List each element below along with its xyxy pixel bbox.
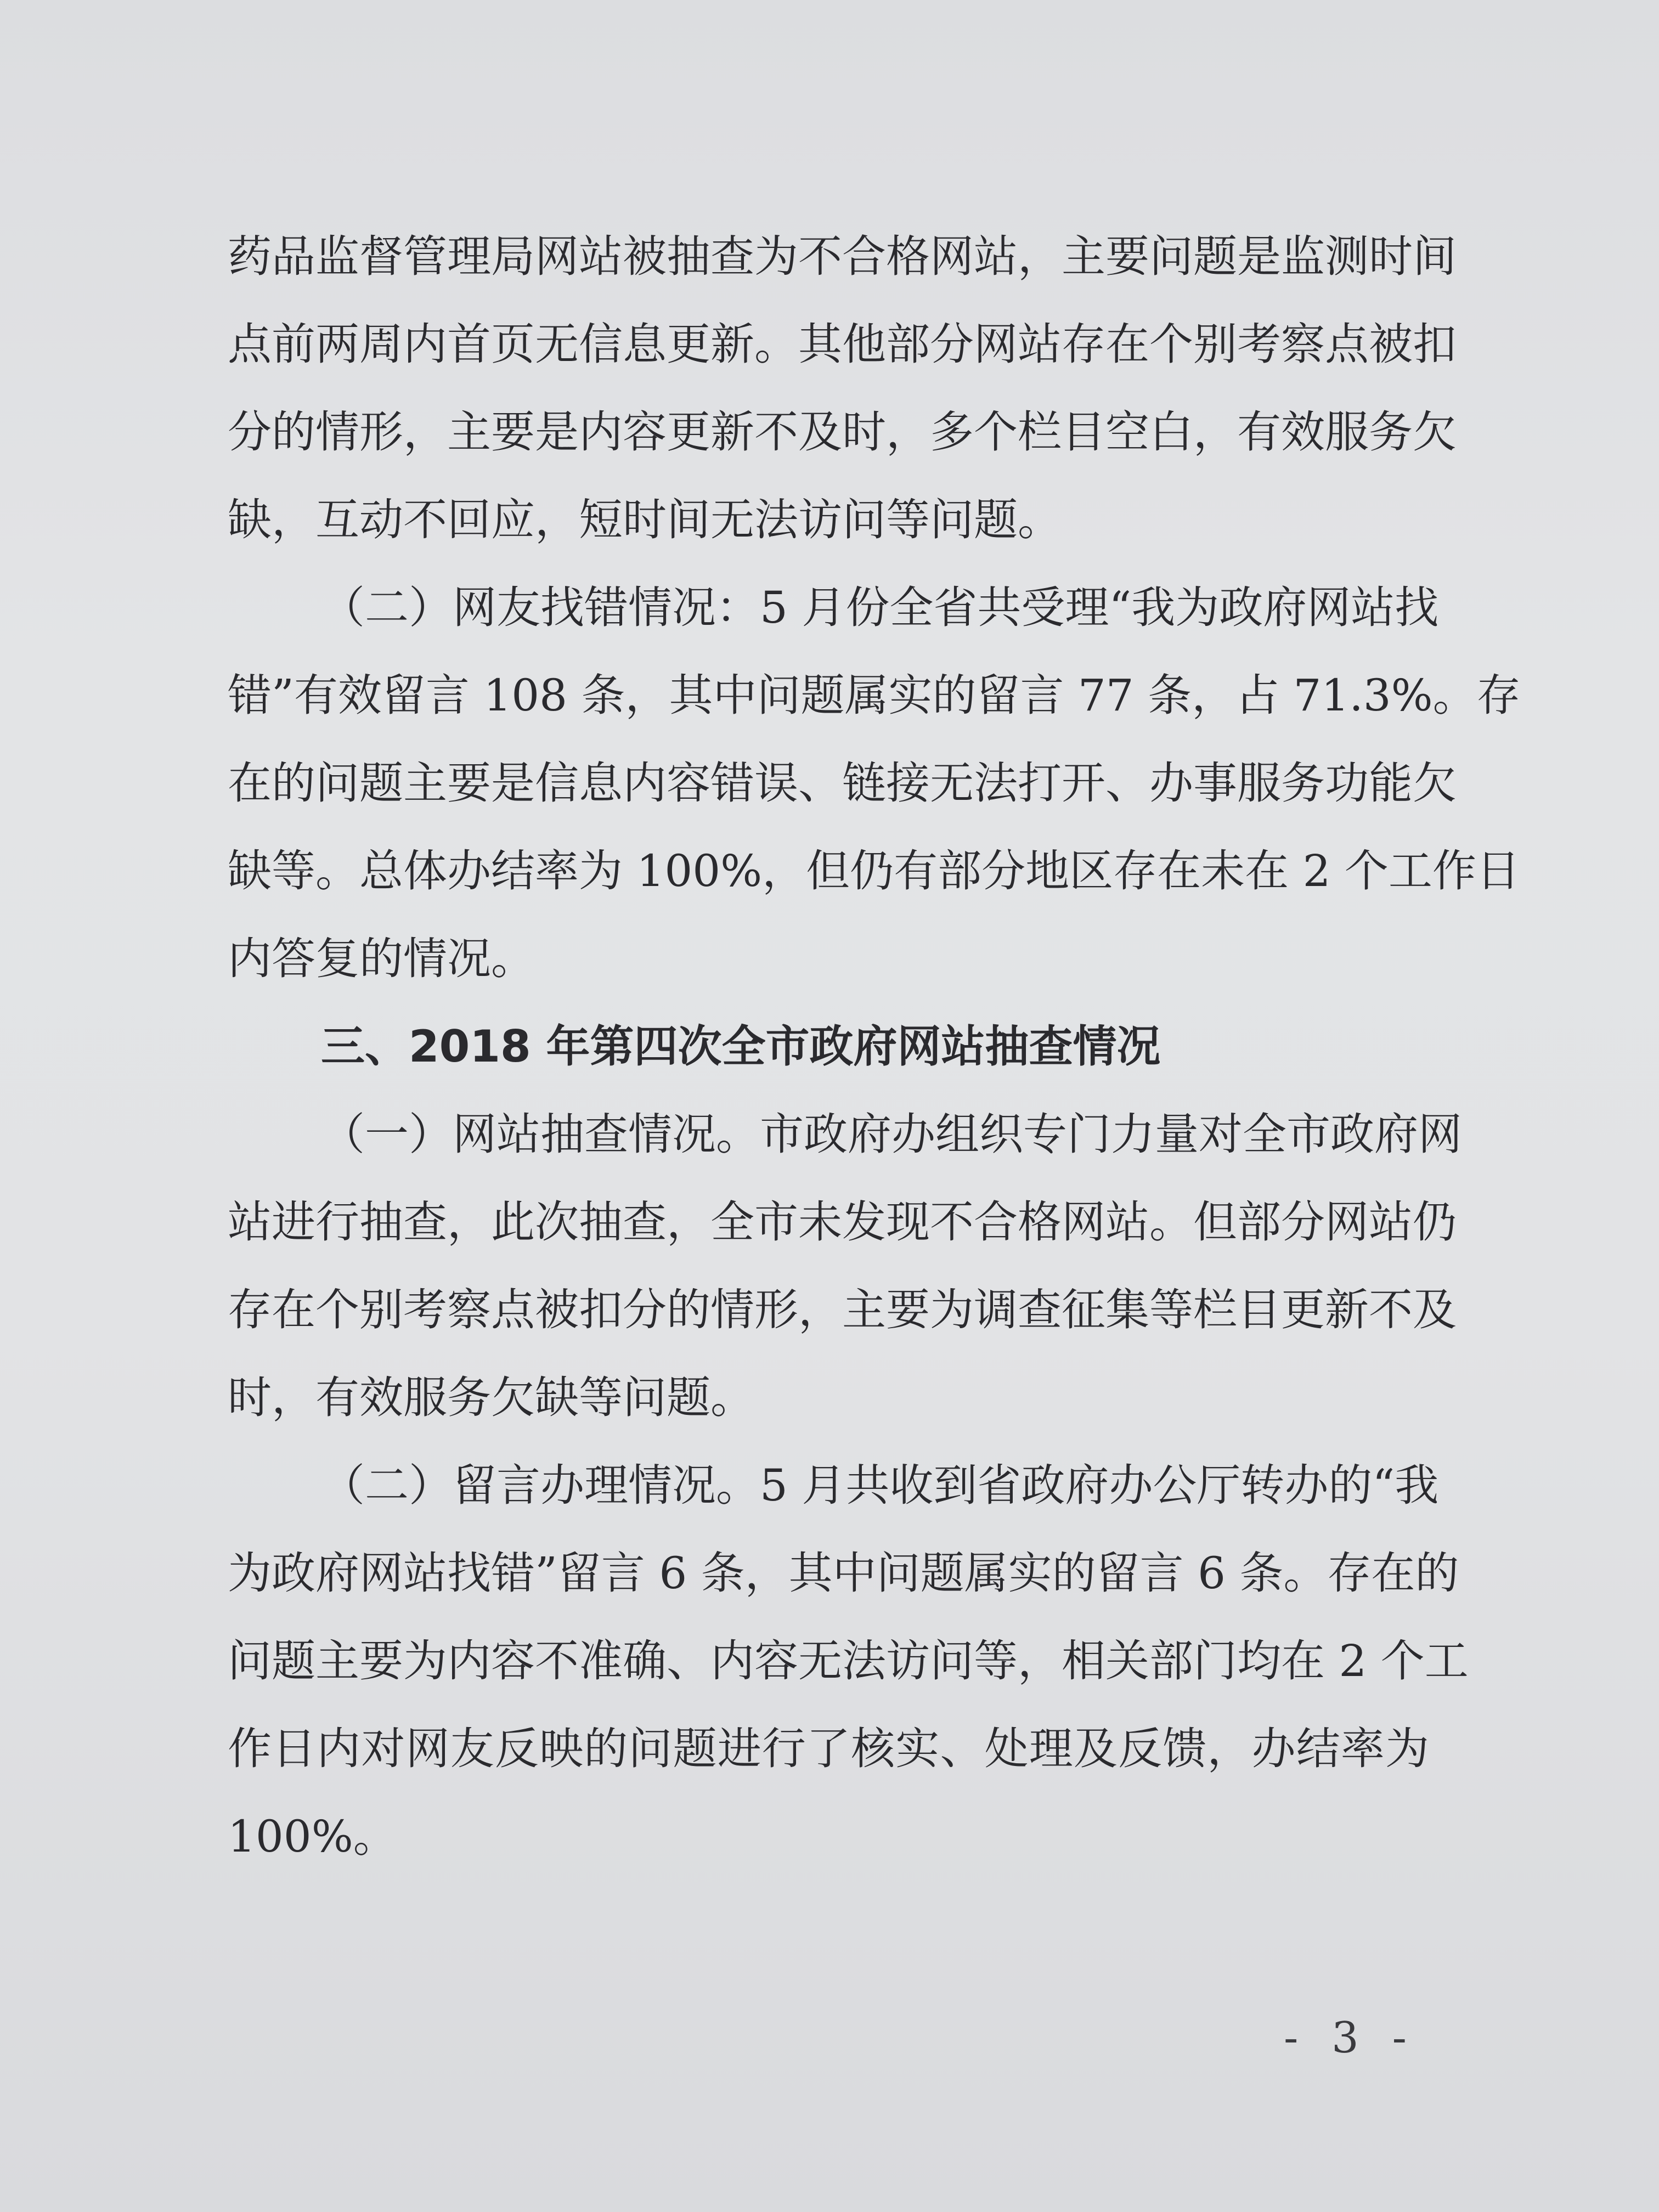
text-line: 100%。 [228, 1811, 397, 1862]
text-line: （二）留言办理情况。5 月共收到省政府办公厅转办的“我 [321, 1460, 1439, 1511]
text-line: 作日内对网友反映的问题进行了核实、处理及反馈，办结率为 [228, 1723, 1429, 1774]
text-line: 站进行抽查，此次抽查，全市未发现不合格网站。但部分网站仍 [228, 1197, 1457, 1248]
text-line: 存在个别考察点被扣分的情形，主要为调查征集等栏目更新不及 [228, 1284, 1457, 1335]
text-line: 问题主要为内容不准确、内容无法访问等，相关部门均在 2 个工 [228, 1635, 1469, 1686]
text-line: 为政府网站找错”留言 6 条，其中问题属实的留言 6 条。存在的 [228, 1548, 1459, 1599]
text-line: 错”有效留言 108 条，其中问题属实的留言 77 条，占 71.3%。存 [228, 670, 1521, 721]
text-line: 分的情形，主要是内容更新不及时，多个栏目空白，有效服务欠 [228, 407, 1457, 458]
text-line: （二）网友找错情况：5 月份全省共受理“我为政府网站找 [321, 582, 1439, 633]
text-line: 缺等。总体办结率为 100%，但仍有部分地区存在未在 2 个工作日 [228, 845, 1520, 896]
text-line: 内答复的情况。 [228, 933, 535, 984]
section-heading: 三、2018 年第四次全市政府网站抽查情况 [321, 1021, 1161, 1072]
text-line: 缺，互动不回应，短时间无法访问等问题。 [228, 494, 1062, 545]
text-line: 药品监督管理局网站被抽查为不合格网站，主要问题是监测时间 [228, 231, 1457, 282]
text-line: 点前两周内首页无信息更新。其他部分网站存在个别考察点被扣 [228, 319, 1457, 370]
text-line: 时，有效服务欠缺等问题。 [228, 1372, 754, 1423]
page-number: - 3 - [1284, 2013, 1417, 2063]
text-line: 在的问题主要是信息内容错误、链接无法打开、办事服务功能欠 [228, 758, 1457, 809]
text-line: （一）网站抽查情况。市政府办组织专门力量对全市政府网 [321, 1109, 1462, 1160]
